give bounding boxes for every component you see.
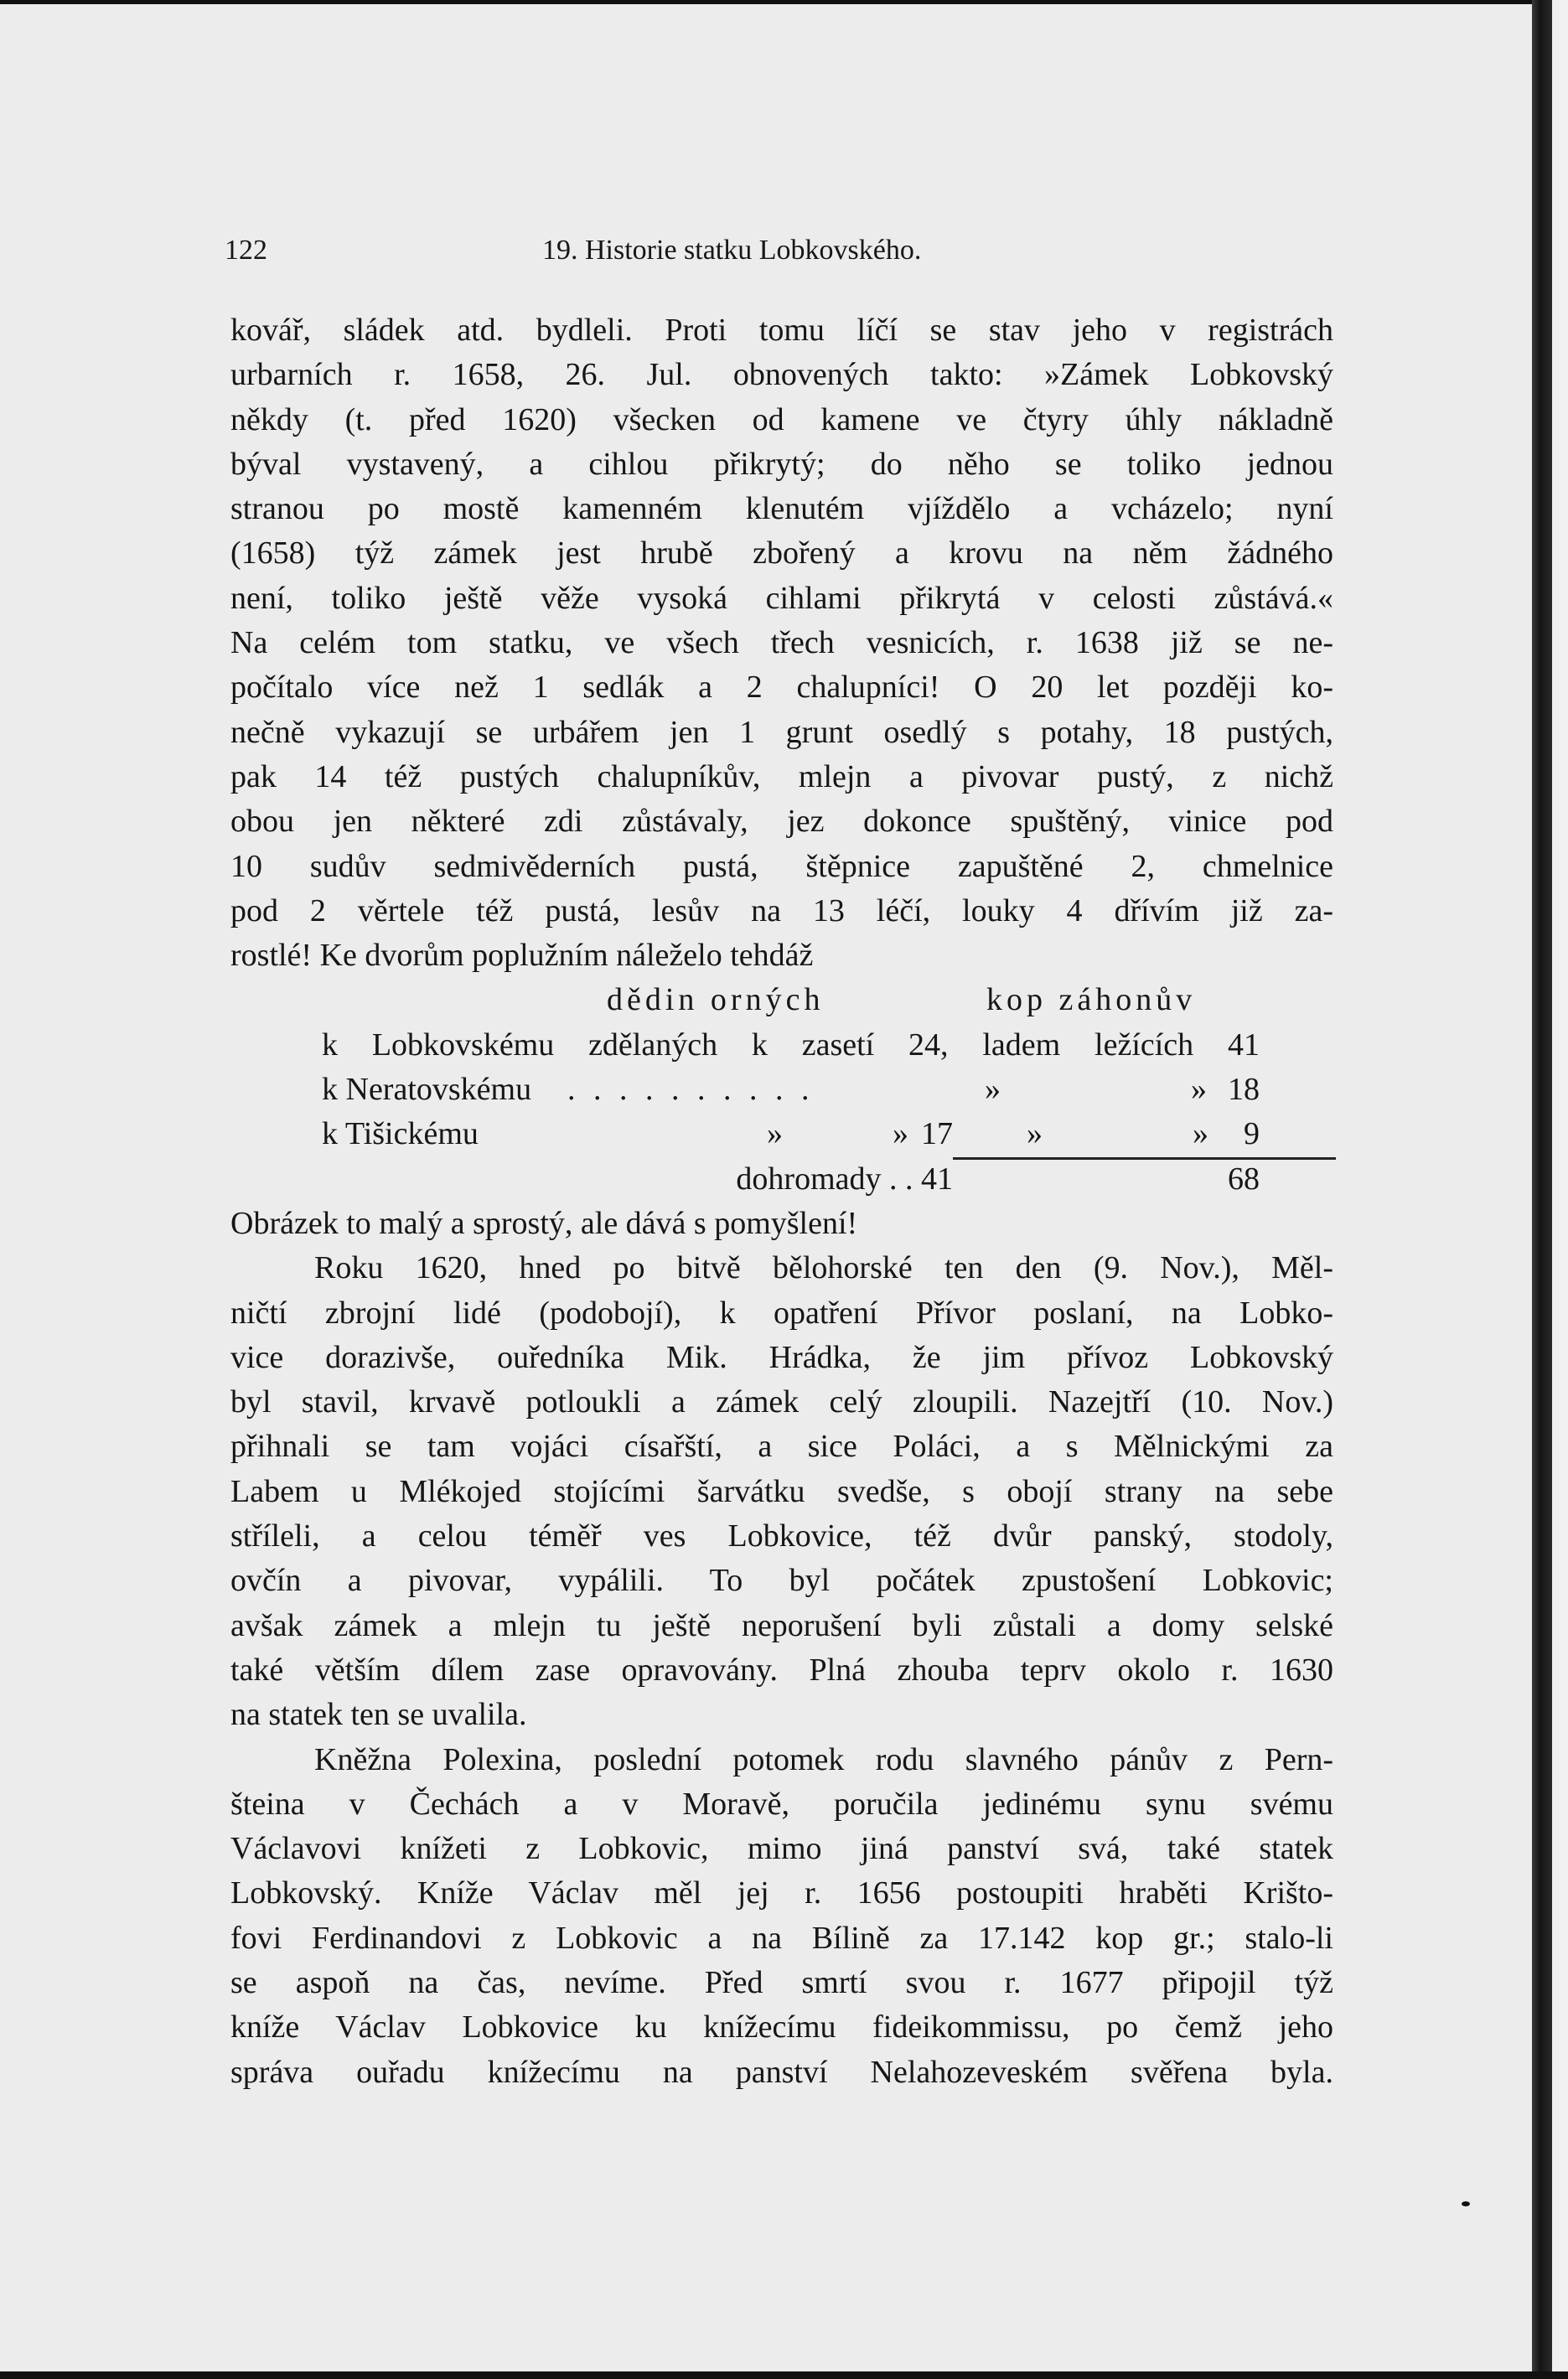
ditto-mark: »: [893, 1116, 908, 1152]
paragraph-2: [230, 1202, 1333, 1246]
scan-top-edge: [0, 0, 1568, 4]
text-line: obou jen některé zdi zůstávaly, jez dokonce spuštěný, vinice pod: [230, 804, 1333, 840]
text-line: se aspoň na čas, nevíme. Před smrtí svou r. 1677 připojil týž: [230, 1964, 1333, 2000]
ditto-mark: »: [985, 1072, 1001, 1108]
cell-value: 17: [921, 1116, 953, 1152]
table-row: [230, 1112, 1333, 1156]
leader-dots: . . . . . . . . . .: [567, 1072, 815, 1108]
row-label: k Tišickému: [322, 1116, 479, 1152]
column-header: dědin orných: [607, 982, 825, 1018]
paragraph-1: [230, 308, 1333, 978]
total-label: dohromady . . 41: [736, 1161, 953, 1197]
text-line: nečně vykazují se urbářem jen 1 grunt osedlý s potahy, 18 pustých,: [230, 714, 1333, 750]
row-label: k Neratovskému: [322, 1072, 532, 1108]
text-line: počítalo více než 1 sedlák a 2 chalupníci! O 20 let později ko-: [230, 670, 1333, 706]
table-row: [230, 1023, 1333, 1068]
text-line: přihnali se tam vojáci císařští, a sice Poláci, a s Mělnickými za: [230, 1429, 1333, 1465]
text-line: Václavovi knížeti z Lobkovic, mimo jiná panství svá, také statek: [230, 1831, 1333, 1867]
text-line: není, toliko ještě věže vysoká cihlami přikrytá v celosti zůstává.«: [230, 580, 1333, 616]
text-line: pak 14 též pustých chalupníkův, mlejn a pivovar pustý, z nichž: [230, 758, 1333, 794]
cell-value: 9: [1244, 1116, 1260, 1152]
cell-value: 18: [1228, 1072, 1260, 1108]
text-line: na statek ten se uvalila.: [230, 1697, 527, 1733]
ditto-mark: »: [1027, 1116, 1043, 1152]
text-line: avšak zámek a mlejn tu ještě neporušení byli zůstali a domy selské: [230, 1607, 1333, 1643]
page-body: [230, 308, 1333, 2095]
text-line: fovi Ferdinandovi z Lobkovic a na Bílině za 17.142 kop gr.; stalo-li: [230, 1920, 1333, 1956]
running-title: 19. Historie statku Lobkovského.: [542, 235, 922, 266]
text-line: kovář, sládek atd. bydleli. Proti tomu líčí se stav jeho v registrách: [230, 313, 1333, 348]
text-line: Labem u Mlékojed stojícími šarvátku svedše, s obojí strany na sebe: [230, 1473, 1333, 1509]
column-header: kop záhonův: [986, 982, 1197, 1018]
text-line: býval vystavený, a cihlou přikrytý; do něho se toliko jednou: [230, 446, 1333, 482]
table-row: [230, 1068, 1333, 1112]
page-header: [225, 235, 1331, 272]
paragraph-3: [230, 1246, 1333, 1737]
total-value: 68: [1228, 1161, 1260, 1197]
text-line: stranou po mostě kamenném klenutém vjíždělo a vcházelo; nyní: [230, 491, 1333, 527]
text-line: Lobkovský. Kníže Václav měl jej r. 1656 postoupiti hraběti Krišto-: [230, 1875, 1333, 1911]
text-line: 10 sudův sedmivěderních pustá, štěpnice zapuštěné 2, chmelnice: [230, 848, 1333, 884]
page-number: 122: [225, 235, 267, 266]
text-line: také větším dílem zase opravovány. Plná zhouba teprv okolo r. 1630: [230, 1652, 1333, 1688]
text-line: správa ouřadu knížecímu na panství Nelahozeveském svěřena byla.: [230, 2054, 1333, 2090]
text-line: ničtí zbrojní lidé (podobojí), k opatření Přívor poslaní, na Lobko-: [230, 1295, 1333, 1331]
text-line: urbarních r. 1658, 26. Jul. obnovených takto: »Zámek Lobkovský: [230, 357, 1333, 393]
ditto-mark: »: [1193, 1116, 1208, 1152]
text-line: někdy (t. před 1620) všecken od kamene ve čtyry úhly nákladně: [230, 401, 1333, 437]
text-line: ovčín a pivovar, vypálili. To byl počátek zpustošení Lobkovic;: [230, 1563, 1333, 1599]
sum-rule: [953, 1157, 1336, 1160]
text-line: (1658) týž zámek jest hrubě zbořený a krovu na něm žádného: [230, 535, 1333, 571]
text-line: pod 2 věrtele též pustá, lesův na 13 léčí, louky 4 dřívím již za-: [230, 892, 1333, 928]
scan-speck: [1462, 2201, 1470, 2206]
scan-bottom-edge: [0, 2371, 1568, 2379]
book-spine-shadow: [1532, 0, 1552, 2379]
table-total-row: [230, 1157, 1333, 1202]
text-line: kníže Václav Lobkovice ku knížecímu fideikommissu, po čemž jeho: [230, 2009, 1333, 2045]
paragraph-4: [230, 1738, 1333, 2095]
table-header-row: [230, 978, 1333, 1022]
text-line: šteina v Čechách a v Moravě, poručila jedinému synu svému: [230, 1786, 1333, 1822]
table-row-text: k Lobkovskému zdělaných k zasetí 24, ladem ležících 41: [322, 1027, 1260, 1063]
ditto-mark: »: [1191, 1072, 1207, 1108]
text-line: Obrázek to malý a sprostý, ale dává s pomyšlení!: [230, 1205, 858, 1241]
land-table: [230, 978, 1333, 1201]
text-line: Roku 1620, hned po bitvě bělohorské ten den (9. Nov.), Měl-: [314, 1250, 1333, 1286]
ditto-mark: »: [767, 1116, 783, 1152]
scan-right-margin: [1552, 0, 1568, 2379]
text-line: Kněžna Polexina, poslední potomek rodu slavného pánův z Pern-: [314, 1741, 1333, 1777]
text-line: vice dorazivše, ouředníka Mik. Hrádka, že jim přívoz Lobkovský: [230, 1339, 1333, 1375]
text-line: stříleli, a celou téměř ves Lobkovice, též dvůr panský, stodoly,: [230, 1518, 1333, 1554]
text-line: Na celém tom statku, ve všech třech vesnicích, r. 1638 již se ne-: [230, 625, 1333, 661]
text-line: rostlé! Ke dvorům poplužním náleželo tehdáž: [230, 938, 814, 974]
text-line: byl stavil, krvavě potloukli a zámek celý zloupili. Nazejtří (10. Nov.): [230, 1384, 1333, 1420]
